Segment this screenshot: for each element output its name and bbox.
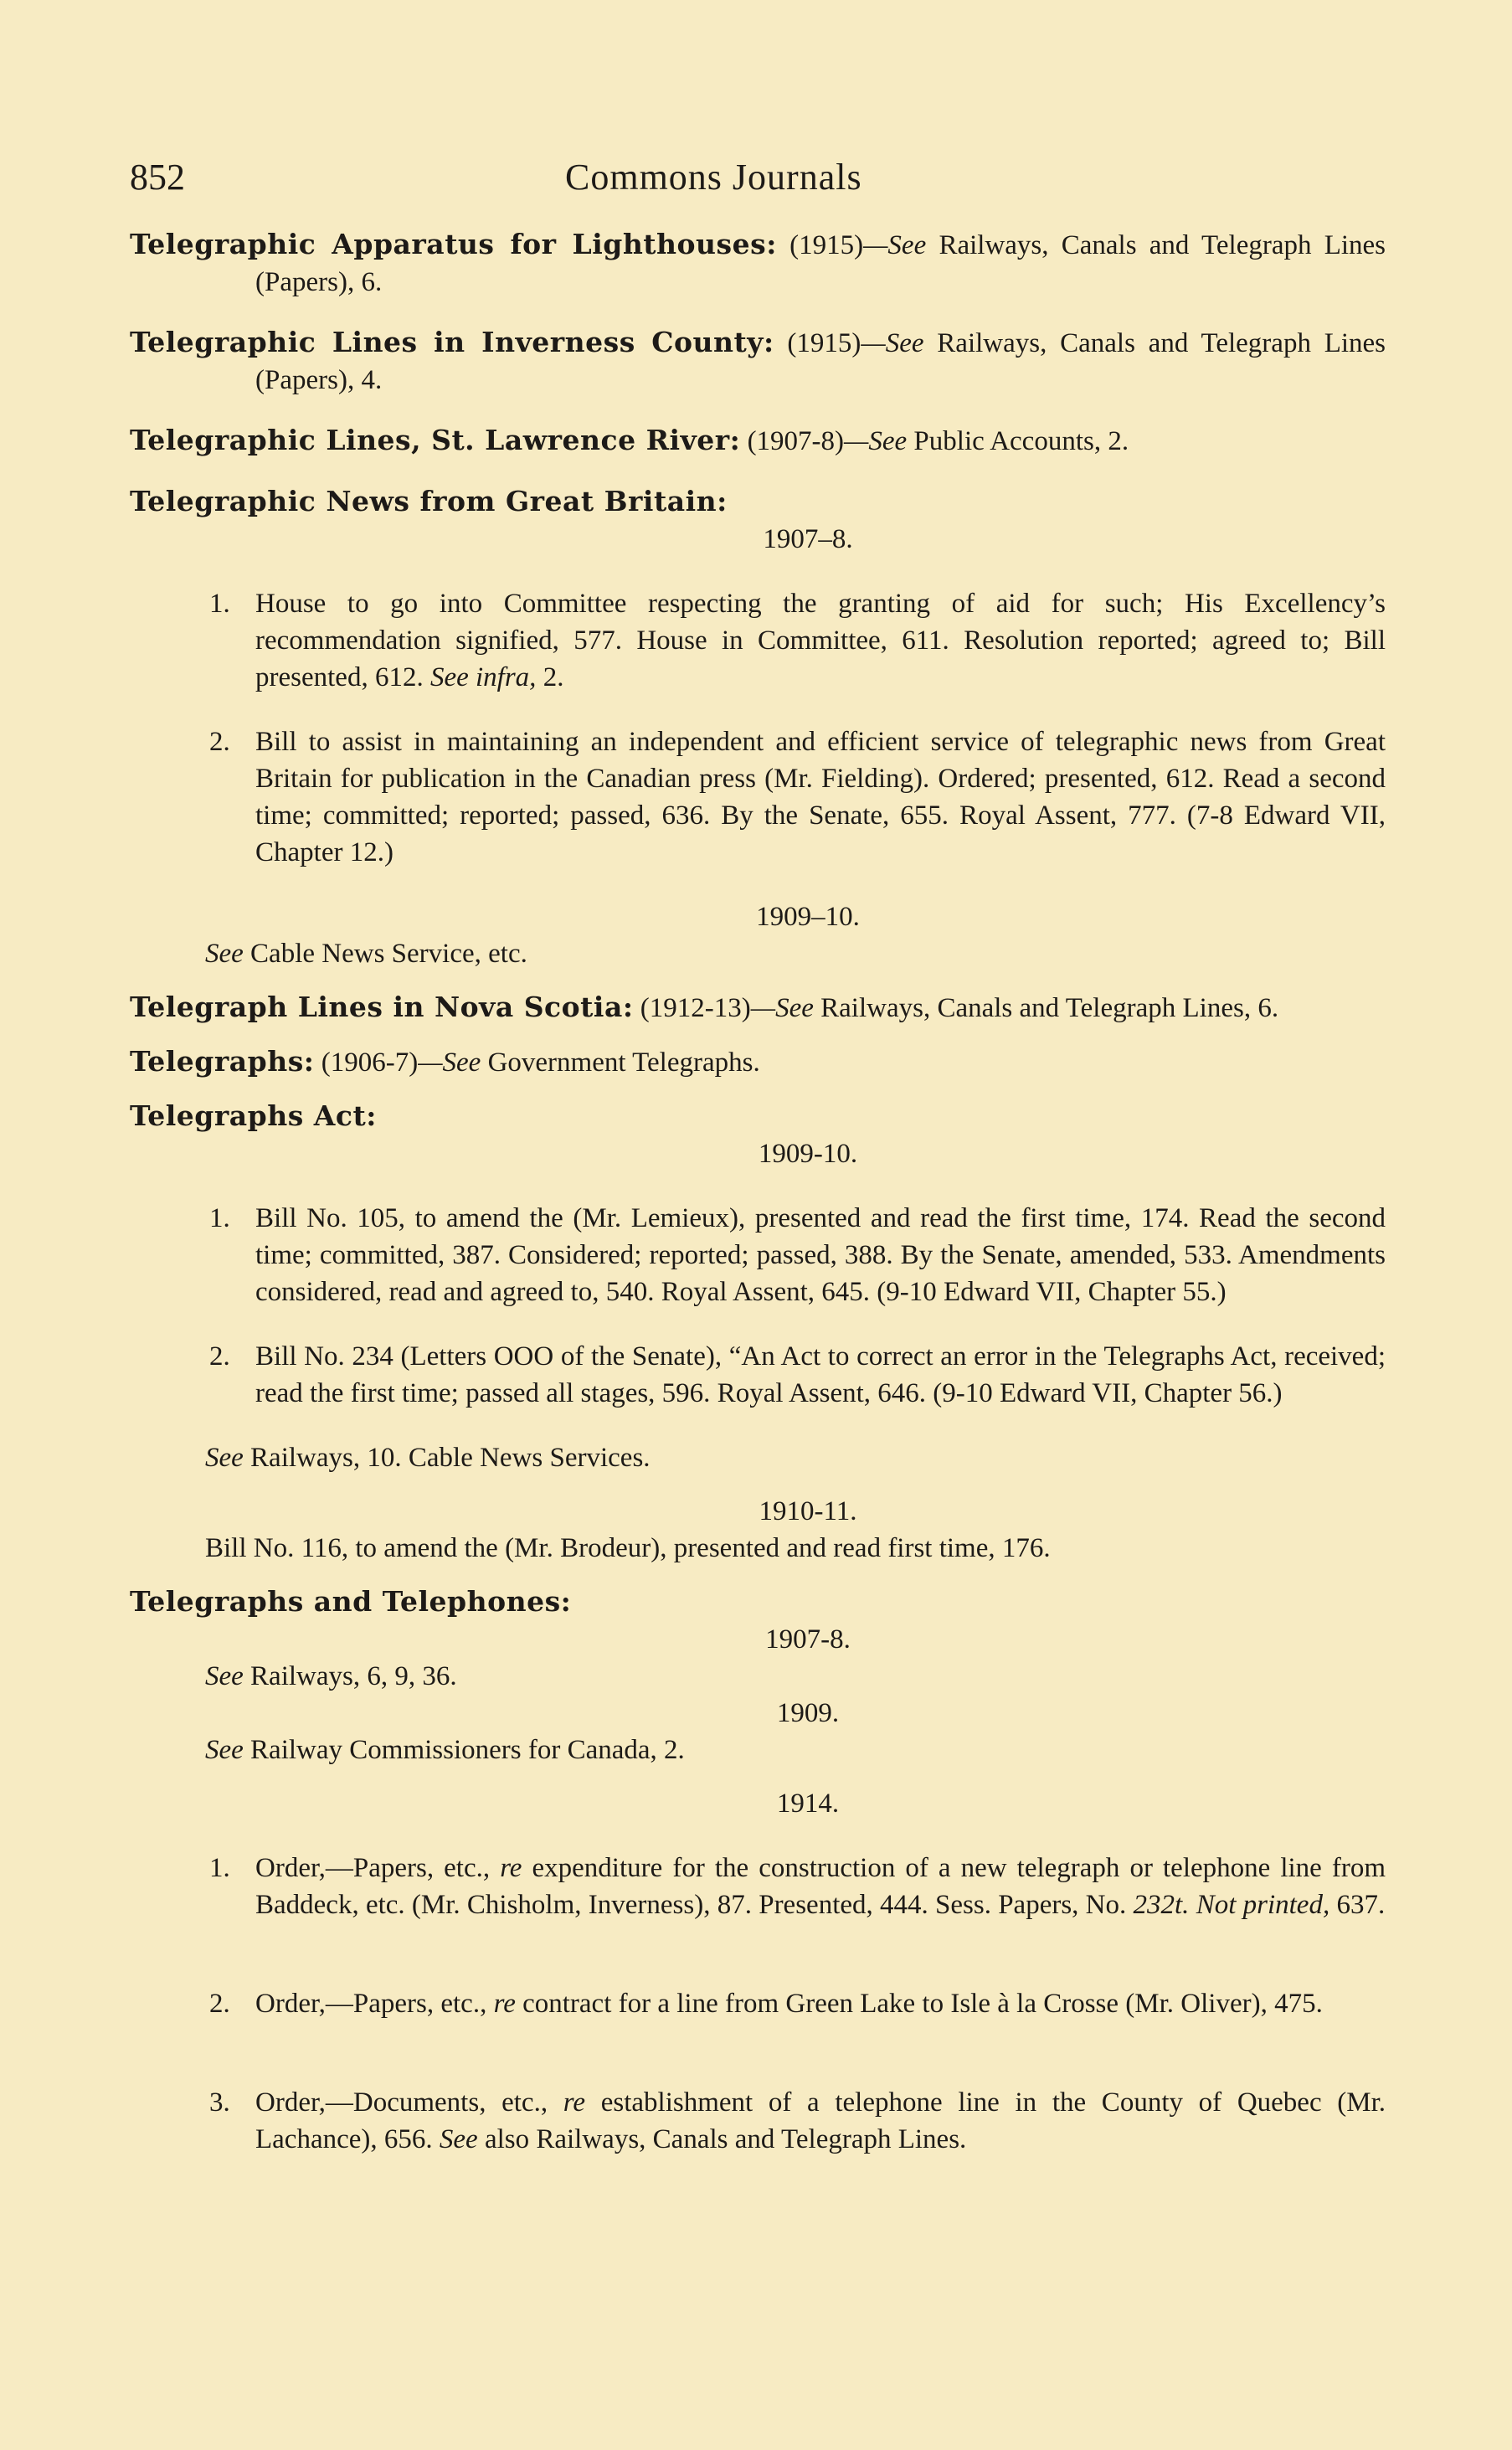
entry-heading: Telegraphic Lines in Inverness County: (130, 326, 774, 358)
item-text: establishment of a telephone line in the County of Quebec (Mr. Lachance), 656. (255, 2087, 1386, 2154)
see-reference: —See (861, 328, 924, 358)
entry-heading: Telegraphic News from Great Britain: (130, 485, 728, 517)
see-reference: See infra, (429, 662, 537, 692)
see-reference: —See (418, 1047, 481, 1078)
entry-text: Railways, Canals and Telegraph Lines, 6. (820, 993, 1279, 1023)
index-entry (130, 1583, 1386, 1621)
page-number: 852 (130, 157, 185, 198)
item-text: 637. (1336, 1890, 1386, 1920)
list-item (130, 1200, 1386, 1310)
item-number: 1. (209, 1853, 230, 1883)
see-text: Railway Commissioners for Canada, 2. (250, 1735, 685, 1765)
index-entry (130, 226, 1386, 301)
see-line (130, 1658, 1386, 1695)
see-line (130, 1732, 1386, 1768)
list-item (130, 1338, 1386, 1412)
year-heading: 1909–10. (756, 902, 860, 932)
item-number: 2. (209, 1341, 230, 1372)
see-line (130, 1439, 1386, 1476)
item-text: expenditure for the construction of a new telegraph or telephone line from Baddeck, etc. (Mr. Chisholm, Inverness), 87. Presented, 444. Sess. Papers, No. (255, 1853, 1386, 1920)
index-entry (130, 1098, 1386, 1135)
entry-heading: Telegraphic Apparatus for Lighthouses: (130, 228, 777, 260)
index-entry (130, 422, 1386, 460)
entry-year: (1912-13) (640, 993, 751, 1023)
see-reference: —See (863, 230, 927, 260)
item-number: 1. (209, 1203, 230, 1233)
page-header (130, 156, 1386, 206)
not-printed: Not printed, (1196, 1890, 1330, 1920)
see-reference: See (205, 1661, 244, 1691)
entry-year: (1907-8) (747, 426, 845, 456)
entry-year: (1915) (787, 328, 861, 358)
item-text: Order,—Papers, etc., (255, 1853, 491, 1883)
item-text: contract for a line from Green Lake to Isle à la Crosse (Mr. Oliver), 475. (522, 1989, 1323, 2019)
re-word: re (500, 1853, 522, 1883)
see-reference: See (205, 1735, 244, 1765)
year-heading: 1909-10. (758, 1139, 858, 1169)
re-word: re (563, 2087, 586, 2118)
year-heading: 1910-11. (759, 1496, 857, 1526)
item-text: Order,—Papers, etc., (255, 1989, 487, 2019)
item-text: also Railways, Canals and Telegraph Lines. (484, 2124, 967, 2154)
entry-text: Railways, Canals and Telegraph Lines (Papers), 4. (255, 328, 1386, 395)
year-heading: 1907–8. (763, 524, 853, 554)
index-entry (130, 1043, 1386, 1081)
item-number: 2. (209, 727, 230, 757)
list-item (130, 723, 1386, 871)
entry-heading: Telegraphs Act: (130, 1099, 377, 1132)
item-number: 2. (209, 1989, 230, 2019)
see-reference: See (439, 2124, 478, 2154)
see-reference: —See (844, 426, 908, 456)
list-item (130, 2084, 1386, 2158)
bill-line: Bill No. 116, to amend the (Mr. Brodeur), presented and read first time, 176. (205, 1533, 1051, 1563)
journal-title: Commons Journals (565, 157, 862, 198)
paper-number: 232t. (1133, 1890, 1190, 1920)
item-text: Bill to assist in maintaining an independent and efficient service of telegraphic news from Great Britain for publication in the Canadian press (Mr. Fielding). Ordered; presented, 612. Read a second time; committed; reported; passed, 636. By the Senate, 655. Royal Assent, 777. (7-8 Edward VII, Chapter 12.) (255, 727, 1386, 867)
item-text: House to go into Committee respecting the granting of aid for such; His Excellency’s recommendation signified, 577. House in Committee, 611. Resolution reported; agreed to; Bill presented, 612. (255, 589, 1386, 692)
entry-text: Railways, Canals and Telegraph Lines (Papers), 6. (255, 230, 1386, 297)
index-content (130, 226, 1386, 2185)
entry-heading: Telegraphs and Telephones: (130, 1585, 572, 1618)
item-text: Bill No. 105, to amend the (Mr. Lemieux), presented and read the first time, 174. Read the second time; committed, 387. Considered; reported; passed, 388. By the Senate, amended, 533. Amendments considered, read and agreed to, 540. Royal Assent, 645. (9-10 Edward VII, Chapter 55.) (255, 1203, 1386, 1307)
see-reference: See (205, 1443, 244, 1473)
see-text: Railways, 10. Cable News Services. (250, 1443, 651, 1473)
year-heading: 1907-8. (765, 1624, 851, 1655)
year-heading: 1914. (776, 1789, 840, 1819)
list-item (130, 1850, 1386, 1923)
item-number: 1. (209, 589, 230, 619)
item-text: Order,—Documents, etc., (255, 2087, 548, 2118)
index-entry (130, 483, 1386, 521)
see-text: Railways, 6, 9, 36. (250, 1661, 457, 1691)
see-reference: —See (750, 993, 814, 1023)
item-text: Bill No. 234 (Letters OOO of the Senate), “An Act to correct an error in the Telegraphs Act, received; read the first time; passed all stages, 596. Royal Assent, 646. (9-10 Edward VII, Chapter 56.) (255, 1341, 1386, 1408)
see-reference: See (205, 939, 244, 969)
re-word: re (493, 1989, 516, 2019)
entry-text: Government Telegraphs. (487, 1047, 760, 1078)
list-item (130, 1985, 1386, 2022)
year-heading: 1909. (776, 1698, 840, 1728)
item-text: 2. (543, 662, 564, 692)
entry-year: (1915) (789, 230, 864, 260)
item-number: 3. (209, 2087, 230, 2118)
entry-year: (1906-7) (321, 1047, 419, 1078)
entry-heading: Telegraphic Lines, St. Lawrence River: (130, 424, 741, 456)
entry-text: Public Accounts, 2. (913, 426, 1129, 456)
entry-heading: Telegraph Lines in Nova Scotia: (130, 991, 634, 1023)
list-item (130, 585, 1386, 696)
index-entry (130, 324, 1386, 399)
see-text: Cable News Service, etc. (250, 939, 527, 969)
index-entry (130, 989, 1386, 1027)
entry-heading: Telegraphs: (130, 1045, 315, 1078)
see-line (130, 935, 1386, 972)
